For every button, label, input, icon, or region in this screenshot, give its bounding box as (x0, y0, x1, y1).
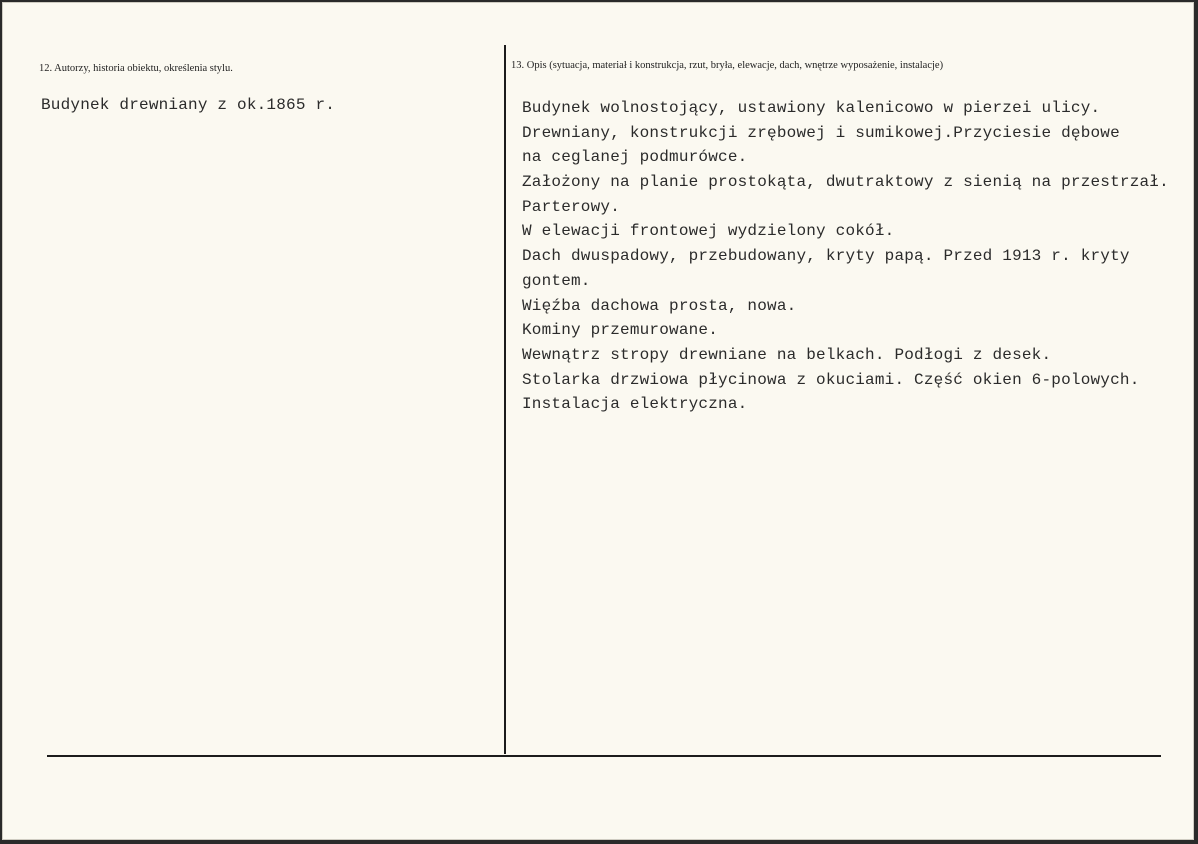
description-line: Parterowy. (522, 197, 621, 216)
record-card (2, 2, 1194, 840)
section-12-text: Budynek drewniany z ok.1865 r. (41, 96, 336, 114)
description-line: Wewnątrz stropy drewniane na belkach. Podłogi z desek. (522, 345, 1052, 364)
description-line: Dach dwuspadowy, przebudowany, kryty papą. Przed 1913 r. kryty (522, 247, 1130, 266)
description-line: Instalacja elektryczna. (522, 395, 748, 414)
description-line: Budynek wolnostojący, ustawiony kalenicowo w pierzei ulicy. (522, 99, 1101, 117)
description-line: Więźba dachowa prosta, nowa. (522, 296, 797, 315)
section-13-description (522, 96, 1169, 417)
description-line: Stolarka drzwiowa płycinowa z okuciami. Część okien 6-polowych. (522, 370, 1140, 389)
bottom-rule (47, 755, 1161, 757)
section-12-heading: 12. Autorzy, historia obiektu, określenia stylu. (39, 63, 233, 74)
section-13-heading: 13. Opis (sytuacja, materiał i konstrukcja, rzut, bryła, elewacje, dach, wnętrze wyposażenie, instalacje) (511, 60, 944, 71)
description-line: Drewniany, konstrukcji zrębowej i sumikowej.Przyciesie dębowe (522, 123, 1120, 142)
column-divider (504, 45, 506, 754)
description-line: Kominy przemurowane. (522, 321, 719, 340)
description-line: na ceglanej podmurówce. (522, 148, 748, 167)
description-line: W elewacji frontowej wydzielony cokół. (522, 222, 895, 241)
description-line: gontem. (522, 271, 591, 290)
description-line: Założony na planie prostokąta, dwutraktowy z sienią na przestrzał. (522, 173, 1169, 192)
